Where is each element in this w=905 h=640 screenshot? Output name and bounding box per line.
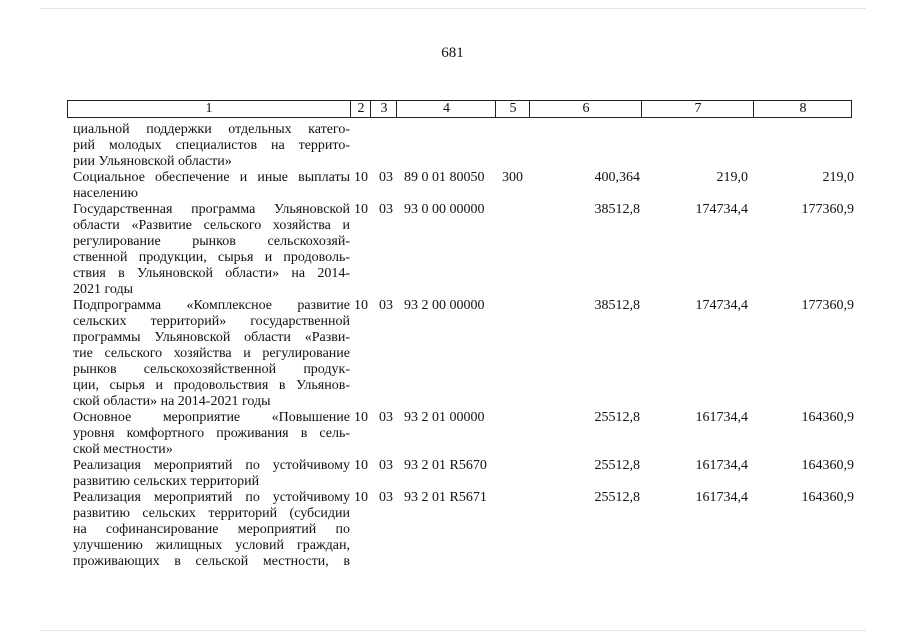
- cell-c6: 38512,8: [594, 298, 640, 313]
- description-line: регулирование рынков сельскохозяй-: [73, 234, 350, 249]
- cell-c3: 03: [379, 410, 393, 425]
- description-line: Реализация мероприятий по устойчивому: [73, 458, 350, 473]
- row-description: [73, 170, 350, 202]
- description-line: Социальное обеспечение и иные выплаты: [73, 170, 350, 185]
- cell-c8: 164360,9: [801, 410, 854, 425]
- description-line: Основное мероприятие «Повышение: [73, 410, 350, 425]
- cell-c6: 25512,8: [594, 410, 640, 425]
- header-col-5: 5: [495, 101, 530, 117]
- description-line: рий молодых специалистов на террито-: [73, 138, 350, 153]
- cell-c7: 161734,4: [695, 490, 748, 505]
- cell-c8: 164360,9: [801, 458, 854, 473]
- description-line: Подпрограмма «Комплексное развитие: [73, 298, 350, 313]
- cell-c7: 161734,4: [695, 458, 748, 473]
- description-line: циальной поддержки отдельных катего-: [73, 122, 350, 137]
- description-line: ции, сырья и продовольствия в Ульянов-: [73, 378, 350, 393]
- table-row: [0, 170, 905, 202]
- row-description: [73, 490, 350, 570]
- description-line: рии Ульяновской области»: [73, 154, 232, 169]
- table-header-row: [67, 100, 852, 118]
- description-line: проживающих в сельской местности, в: [73, 554, 350, 569]
- table-row: [0, 298, 905, 410]
- cell-c4: 93 2 01 00000: [404, 410, 485, 425]
- description-line: программы Ульяновской области «Разви-: [73, 330, 350, 345]
- page-number: 681: [441, 45, 464, 61]
- description-line: области «Развитие сельского хозяйства и: [73, 218, 350, 233]
- cell-c6: 25512,8: [594, 458, 640, 473]
- table-row: [0, 202, 905, 298]
- cell-c3: 03: [379, 298, 393, 313]
- cell-c3: 03: [379, 458, 393, 473]
- cell-c7: 161734,4: [695, 410, 748, 425]
- cell-c4: 93 2 01 R5671: [404, 490, 487, 505]
- header-col-7: 7: [641, 101, 754, 117]
- table-row: [0, 490, 905, 570]
- cell-c4: 93 0 00 00000: [404, 202, 485, 217]
- cell-c2: 10: [354, 458, 368, 473]
- scan-edge-top: [40, 8, 865, 10]
- description-line: ской области» на 2014-2021 годы: [73, 394, 271, 409]
- cell-c7: 219,0: [716, 170, 748, 185]
- cell-c5: 300: [502, 170, 523, 185]
- cell-c6: 38512,8: [594, 202, 640, 217]
- cell-c7: 174734,4: [695, 298, 748, 313]
- row-description: [73, 298, 350, 410]
- cell-c2: 10: [354, 202, 368, 217]
- cell-c8: 177360,9: [801, 298, 854, 313]
- table-row: [0, 458, 905, 490]
- cell-c8: 164360,9: [801, 490, 854, 505]
- description-line: уровня комфортного проживания в сель-: [73, 426, 350, 441]
- description-line: рынков сельскохозяйственной продук-: [73, 362, 350, 377]
- scan-edge-bottom: [40, 630, 865, 632]
- description-line: ственной продукции, сырья и продоволь-: [73, 250, 350, 265]
- description-line: улучшению жилищных условий граждан,: [73, 538, 350, 553]
- table-row: [0, 410, 905, 458]
- cell-c2: 10: [354, 490, 368, 505]
- cell-c4: 93 2 00 00000: [404, 298, 485, 313]
- cell-c7: 174734,4: [695, 202, 748, 217]
- cell-c2: 10: [354, 410, 368, 425]
- cell-c4: 93 2 01 R5670: [404, 458, 487, 473]
- description-line: развитию сельских территорий: [73, 474, 260, 489]
- description-line: Государственная программа Ульяновской: [73, 202, 350, 217]
- cell-c8: 177360,9: [801, 202, 854, 217]
- header-col-1: 1: [205, 101, 213, 116]
- row-description: [73, 458, 350, 490]
- header-col-6: 6: [529, 101, 642, 117]
- cell-c3: 03: [379, 202, 393, 217]
- description-line: на софинансирование мероприятий по: [73, 522, 350, 537]
- description-line: ствия в Ульяновской области» на 2014-: [73, 266, 350, 281]
- header-col-4: 4: [396, 101, 496, 117]
- description-line: развитию сельских территорий (субсидии: [73, 506, 350, 521]
- header-col-3: 3: [370, 101, 397, 117]
- row-description: [73, 122, 350, 170]
- cell-c6: 25512,8: [594, 490, 640, 505]
- description-line: ской местности»: [73, 442, 173, 457]
- cell-c2: 10: [354, 298, 368, 313]
- header-col-8: 8: [753, 101, 852, 117]
- description-line: 2021 годы: [73, 282, 134, 297]
- header-col-2: 2: [350, 101, 371, 117]
- cell-c8: 219,0: [822, 170, 854, 185]
- cell-c3: 03: [379, 170, 393, 185]
- row-description: [73, 202, 350, 298]
- description-line: населению: [73, 186, 138, 201]
- cell-c4: 89 0 01 80050: [404, 170, 485, 185]
- cell-c6: 400,364: [594, 170, 640, 185]
- description-line: сельских территорий» государственной: [73, 314, 350, 329]
- cell-c3: 03: [379, 490, 393, 505]
- row-description: [73, 410, 350, 458]
- cell-c2: 10: [354, 170, 368, 185]
- table-row: [0, 122, 905, 170]
- description-line: тие сельского хозяйства и регулирование: [73, 346, 350, 361]
- description-line: Реализация мероприятий по устойчивому: [73, 490, 350, 505]
